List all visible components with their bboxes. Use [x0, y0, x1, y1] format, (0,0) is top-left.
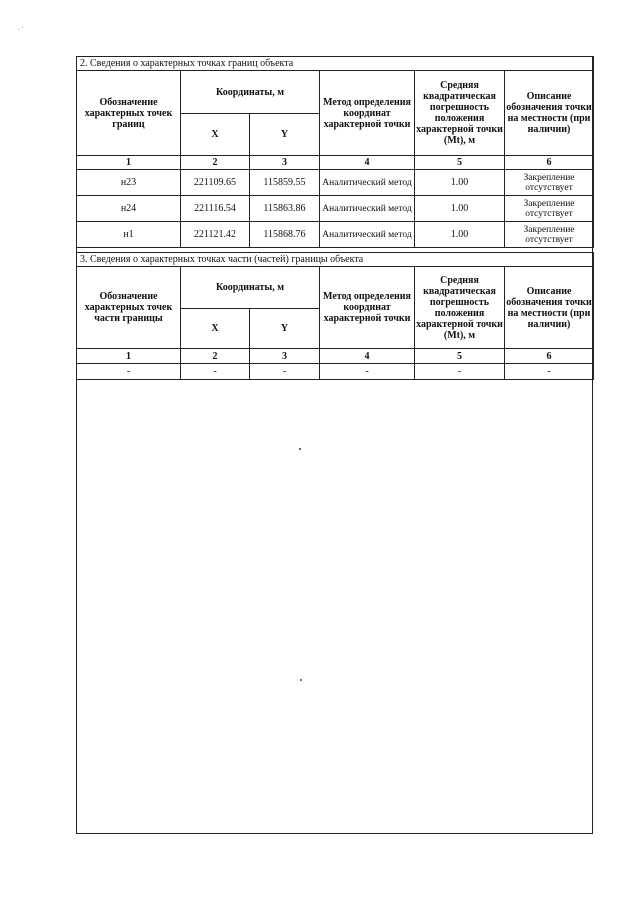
colnum-1: 1 — [77, 156, 181, 170]
mt: 1.00 — [415, 196, 505, 222]
colnum-2: 2 — [181, 349, 250, 364]
scan-speck — [300, 679, 302, 681]
section-2-table — [76, 56, 594, 248]
header-description: Описание обозначения точки на местности (при наличии) — [505, 267, 594, 349]
empty-cell: - — [77, 364, 181, 380]
coord-x: 221121.42 — [181, 222, 250, 248]
header-method: Метод определения координат характерной точки — [320, 71, 415, 156]
header-designation: Обозначение характерных точек границ — [77, 71, 181, 156]
scan-speck — [299, 448, 301, 450]
header-coords: Координаты, м — [181, 71, 320, 114]
coord-x: 221109.65 — [181, 170, 250, 196]
coord-y: 115859.55 — [250, 170, 320, 196]
method: Аналитический метод — [320, 222, 415, 248]
colnum-5: 5 — [415, 349, 505, 364]
point-name: н24 — [77, 196, 181, 222]
empty-cell: - — [250, 364, 320, 380]
section-2-title: 2. Сведения о характерных точках границ объекта — [77, 57, 594, 71]
colnum-6: 6 — [505, 156, 594, 170]
scan-dots: . · — [18, 24, 24, 32]
description: Закрепление отсутствует — [505, 222, 594, 248]
header-x: X — [181, 114, 250, 156]
header-designation: Обозначение характерных точек части границы — [77, 267, 181, 349]
header-method: Метод определения координат характерной точки — [320, 267, 415, 349]
empty-cell: - — [181, 364, 250, 380]
colnum-6: 6 — [505, 349, 594, 364]
method: Аналитический метод — [320, 170, 415, 196]
description: Закрепление отсутствует — [505, 170, 594, 196]
description: Закрепление отсутствует — [505, 196, 594, 222]
table-row — [77, 196, 594, 222]
mt: 1.00 — [415, 170, 505, 196]
point-name: н1 — [77, 222, 181, 248]
empty-cell: - — [415, 364, 505, 380]
point-name: н23 — [77, 170, 181, 196]
header-error: Средняя квадратическая погрешность положения характерной точки (Mt), м — [415, 267, 505, 349]
table-row — [77, 364, 594, 380]
section-3-table — [76, 252, 594, 380]
section-3-title: 3. Сведения о характерных точках части (частей) границы объекта — [77, 253, 594, 267]
colnum-4: 4 — [320, 349, 415, 364]
table-row — [77, 222, 594, 248]
colnum-4: 4 — [320, 156, 415, 170]
method: Аналитический метод — [320, 196, 415, 222]
colnum-3: 3 — [250, 349, 320, 364]
colnum-5: 5 — [415, 156, 505, 170]
header-error: Средняя квадратическая погрешность положения характерной точки (Mt), м — [415, 71, 505, 156]
colnum-2: 2 — [181, 156, 250, 170]
header-coords: Координаты, м — [181, 267, 320, 309]
header-y: Y — [250, 114, 320, 156]
header-y: Y — [250, 309, 320, 349]
coord-x: 221116.54 — [181, 196, 250, 222]
empty-cell: - — [505, 364, 594, 380]
coord-y: 115863.86 — [250, 196, 320, 222]
mt: 1.00 — [415, 222, 505, 248]
colnum-3: 3 — [250, 156, 320, 170]
empty-cell: - — [320, 364, 415, 380]
table-row — [77, 170, 594, 196]
header-x: X — [181, 309, 250, 349]
colnum-1: 1 — [77, 349, 181, 364]
document-frame — [76, 56, 593, 834]
header-description: Описание обозначения точки на местности (при наличии) — [505, 71, 594, 156]
coord-y: 115868.76 — [250, 222, 320, 248]
